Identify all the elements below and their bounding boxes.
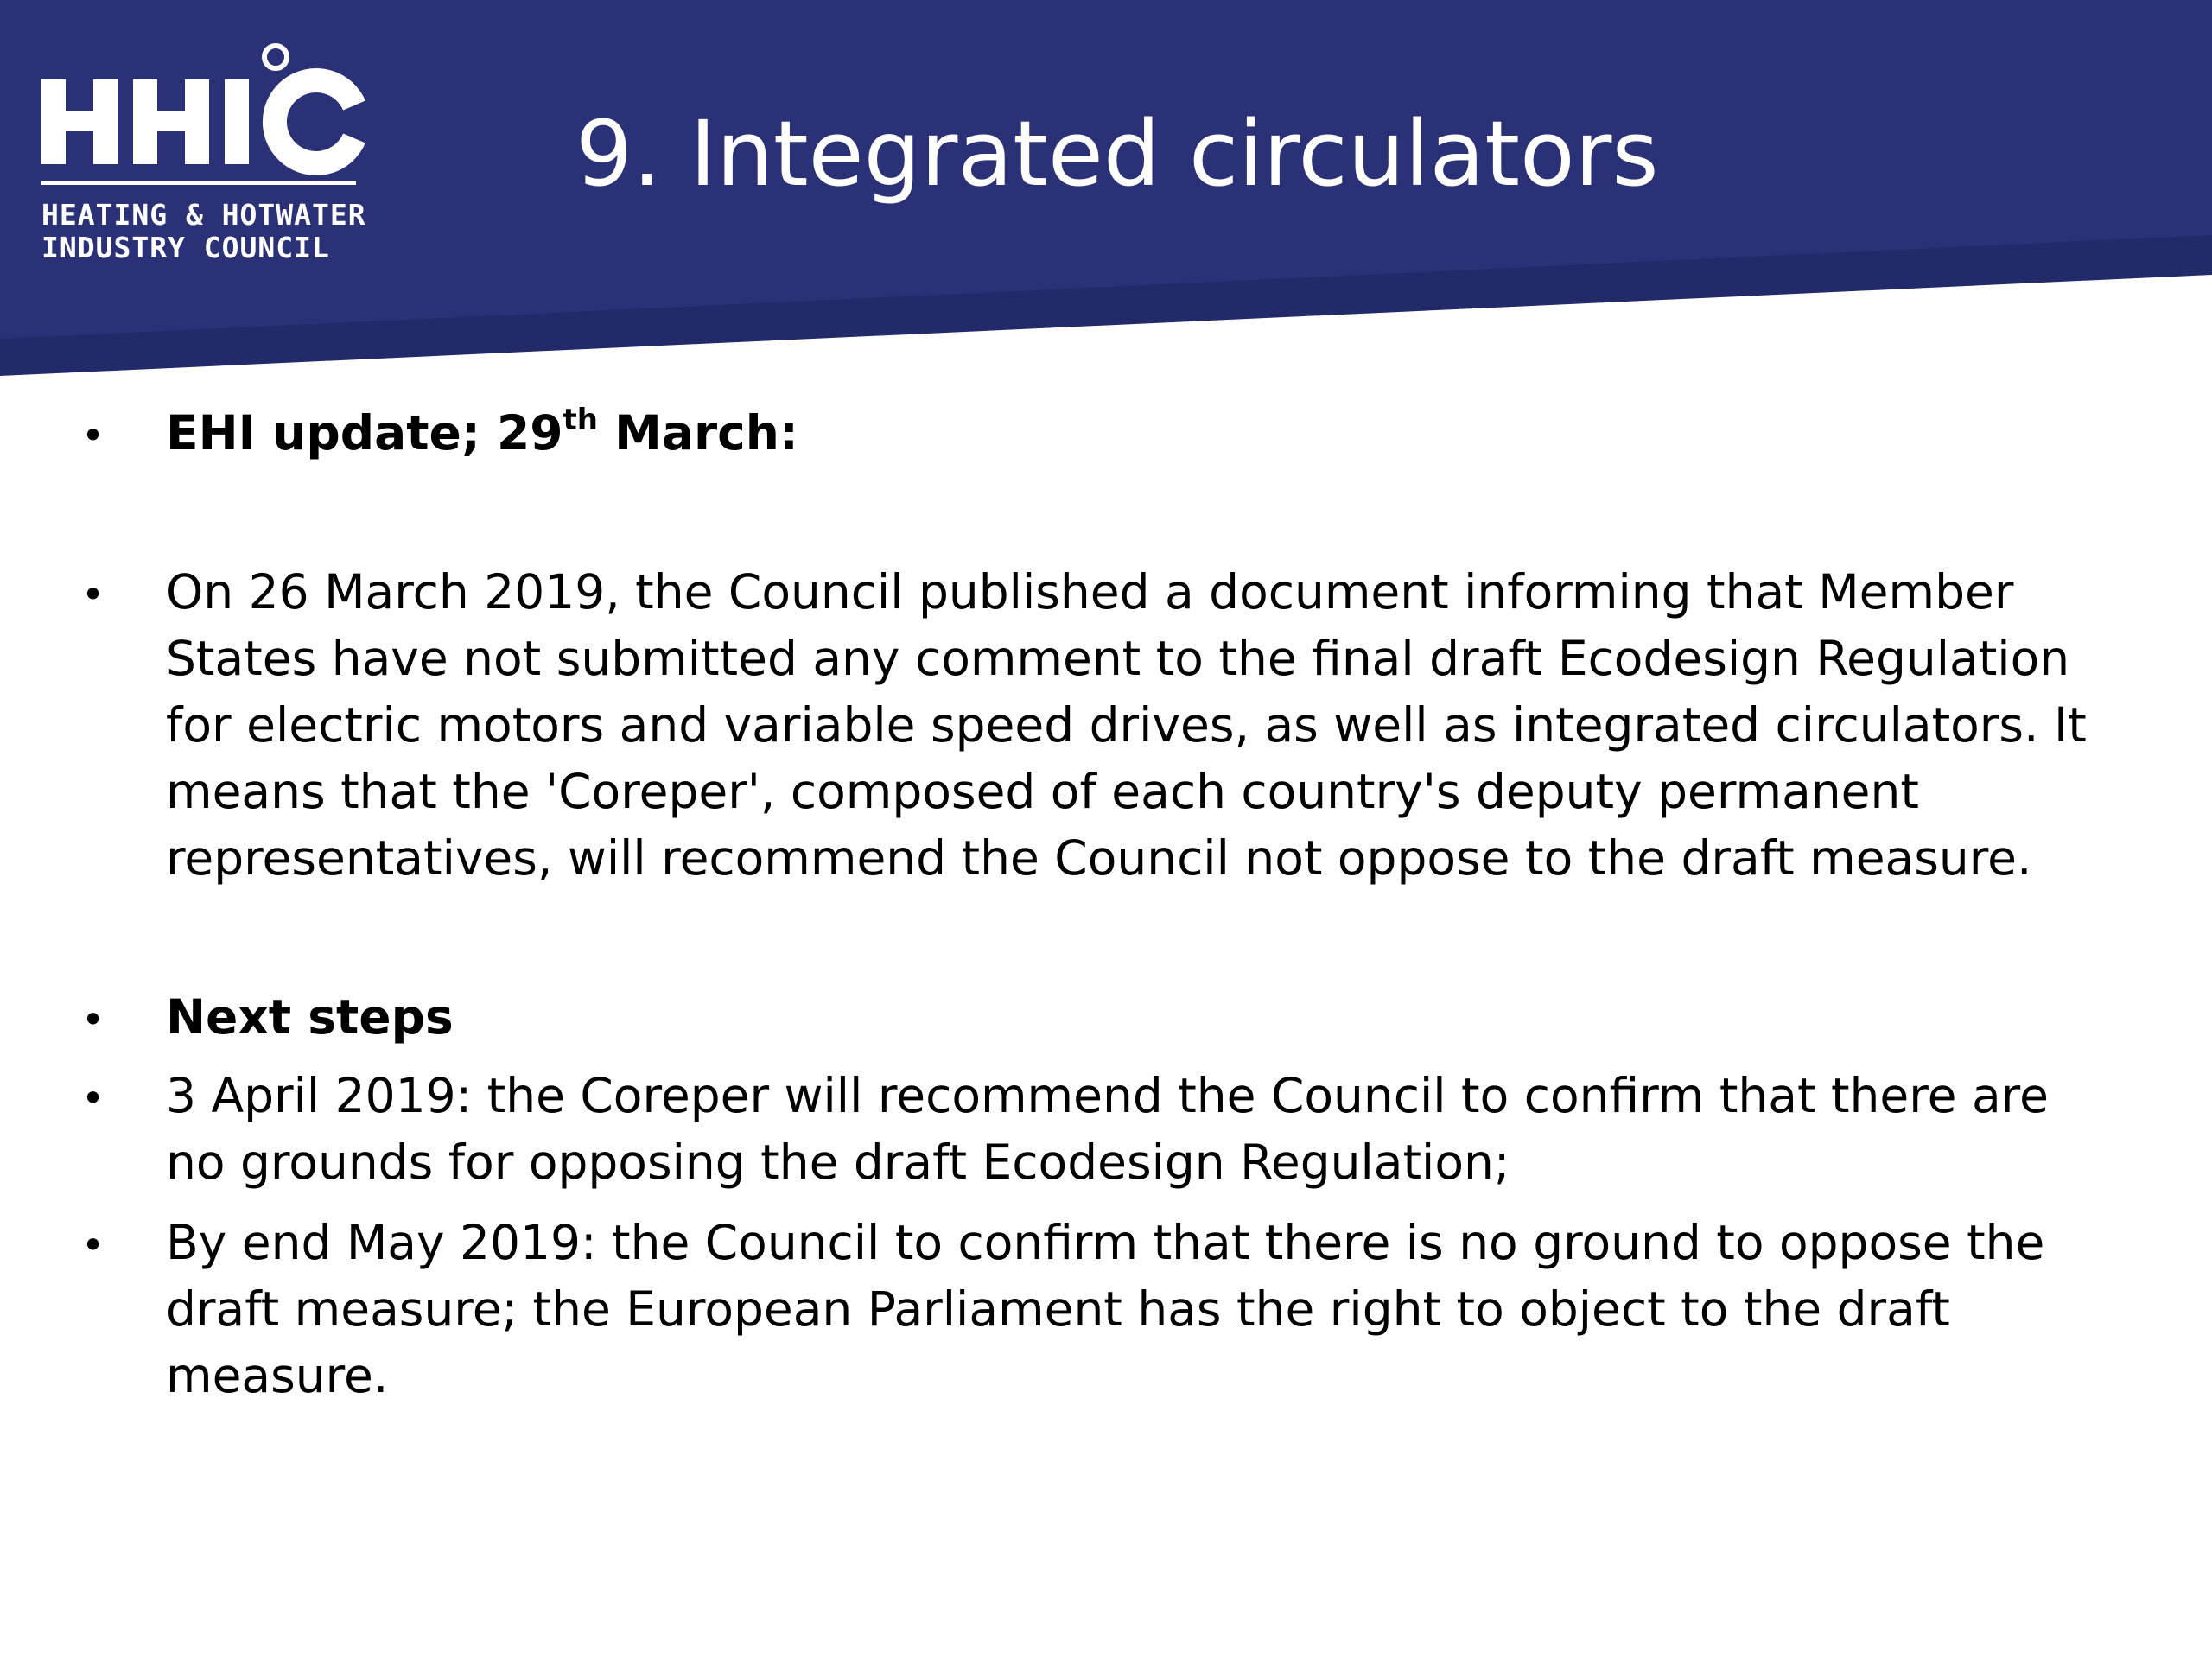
logo-subtitle-line-2: INDUSTRY COUNCIL (41, 231, 330, 264)
paragraph-line: draft measure; the European Parliament has the right to object to the draft (166, 1281, 1950, 1337)
bullet-marker: • (81, 1222, 105, 1268)
paragraph-line: measure. (166, 1348, 389, 1403)
heading-text-after: March: (597, 405, 798, 461)
bullet-paragraph-council-document (166, 559, 2119, 892)
bullet-heading-ehi-update (166, 400, 2119, 467)
hhic-wordmark (38, 40, 366, 178)
logo-dot-icon (264, 46, 287, 68)
heading-text-before: EHI update; 29 (166, 405, 563, 461)
bullet-paragraph-council-may (166, 1210, 2119, 1409)
slide-title: 9. Integrated circulators (575, 101, 1659, 207)
heading-superscript: th (563, 402, 598, 437)
logo-divider (41, 181, 356, 185)
bullet-paragraph-coreper-april (166, 1063, 2119, 1196)
paragraph-line: representatives, will recommend the Council not oppose to the draft measure. (166, 830, 2032, 886)
bullet-marker: • (81, 412, 105, 459)
paragraph-line: means that the 'Coreper', composed of each country's deputy permanent (166, 764, 1919, 819)
logo-subtitle-line-1: HEATING & HOTWATER (41, 198, 366, 232)
bullet-marker: • (81, 996, 105, 1043)
paragraph-line: for electric motors and variable speed drives, as well as integrated circulators. It (166, 697, 2087, 753)
logo-subtitle (41, 199, 370, 264)
paragraph-line: By end May 2019: the Council to confirm that there is no ground to oppose the (166, 1215, 2045, 1270)
bullet-marker: • (81, 1075, 105, 1122)
paragraph-line: no grounds for opposing the draft Ecodesign Regulation; (166, 1135, 1510, 1190)
paragraph-line: 3 April 2019: the Coreper will recommend the Council to confirm that there are (166, 1068, 2049, 1123)
bullet-heading-next-steps: Next steps (166, 989, 454, 1045)
bullet-marker: • (81, 571, 105, 618)
hhic-logo (38, 40, 366, 273)
paragraph-line: On 26 March 2019, the Council published a document informing that Member (166, 564, 2014, 620)
paragraph-line: States have not submitted any comment to the final draft Ecodesign Regulation (166, 631, 2070, 686)
